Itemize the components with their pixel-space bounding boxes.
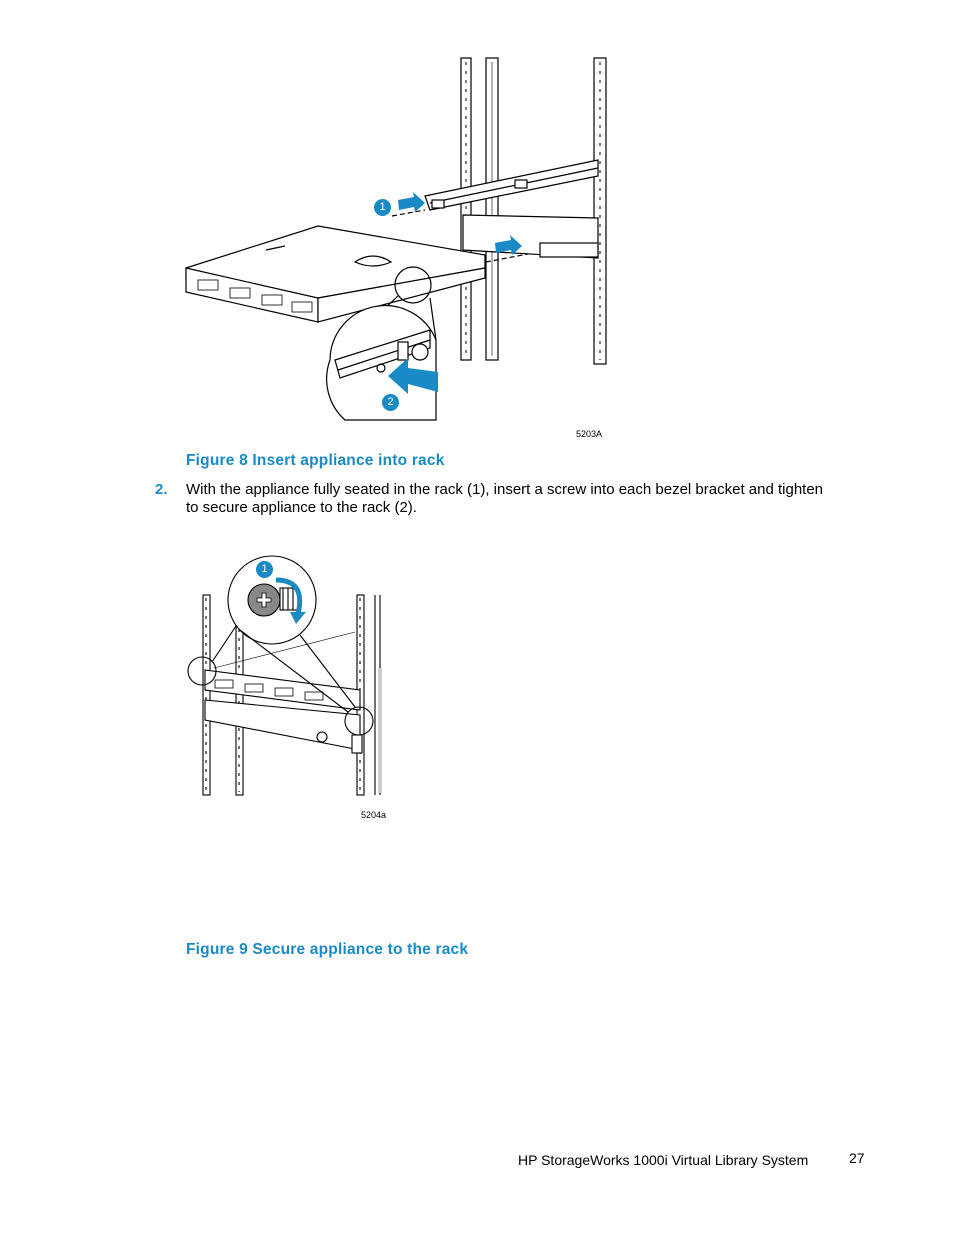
figure-8-drawing <box>0 0 954 450</box>
figure-9-code: 5204a <box>361 810 387 820</box>
figure-9-callout-1: 1 <box>256 561 273 578</box>
footer-title: HP StorageWorks 1000i Virtual Library System <box>518 1152 809 1168</box>
figure-9-caption: Figure 9 Secure appliance to the rack <box>186 941 469 958</box>
step-text-line-2: to secure appliance to the rack (2). <box>186 499 417 516</box>
figure-8-illustration <box>0 0 954 450</box>
figure-9-illustration <box>0 540 954 810</box>
page-number: 27 <box>849 1150 865 1166</box>
step-number: 2. <box>155 481 168 498</box>
step-text-line-1: With the appliance fully seated in the rack (1), insert a screw into each bezel bracket and tighten <box>186 481 824 498</box>
figure-8-callout-2: 2 <box>382 394 399 411</box>
figure-9-drawing <box>0 540 954 810</box>
figure-8-code: 5203A <box>576 429 603 439</box>
figure-8-caption: Figure 8 Insert appliance into rack <box>186 452 445 469</box>
figure-8-callout-1: 1 <box>374 199 391 216</box>
